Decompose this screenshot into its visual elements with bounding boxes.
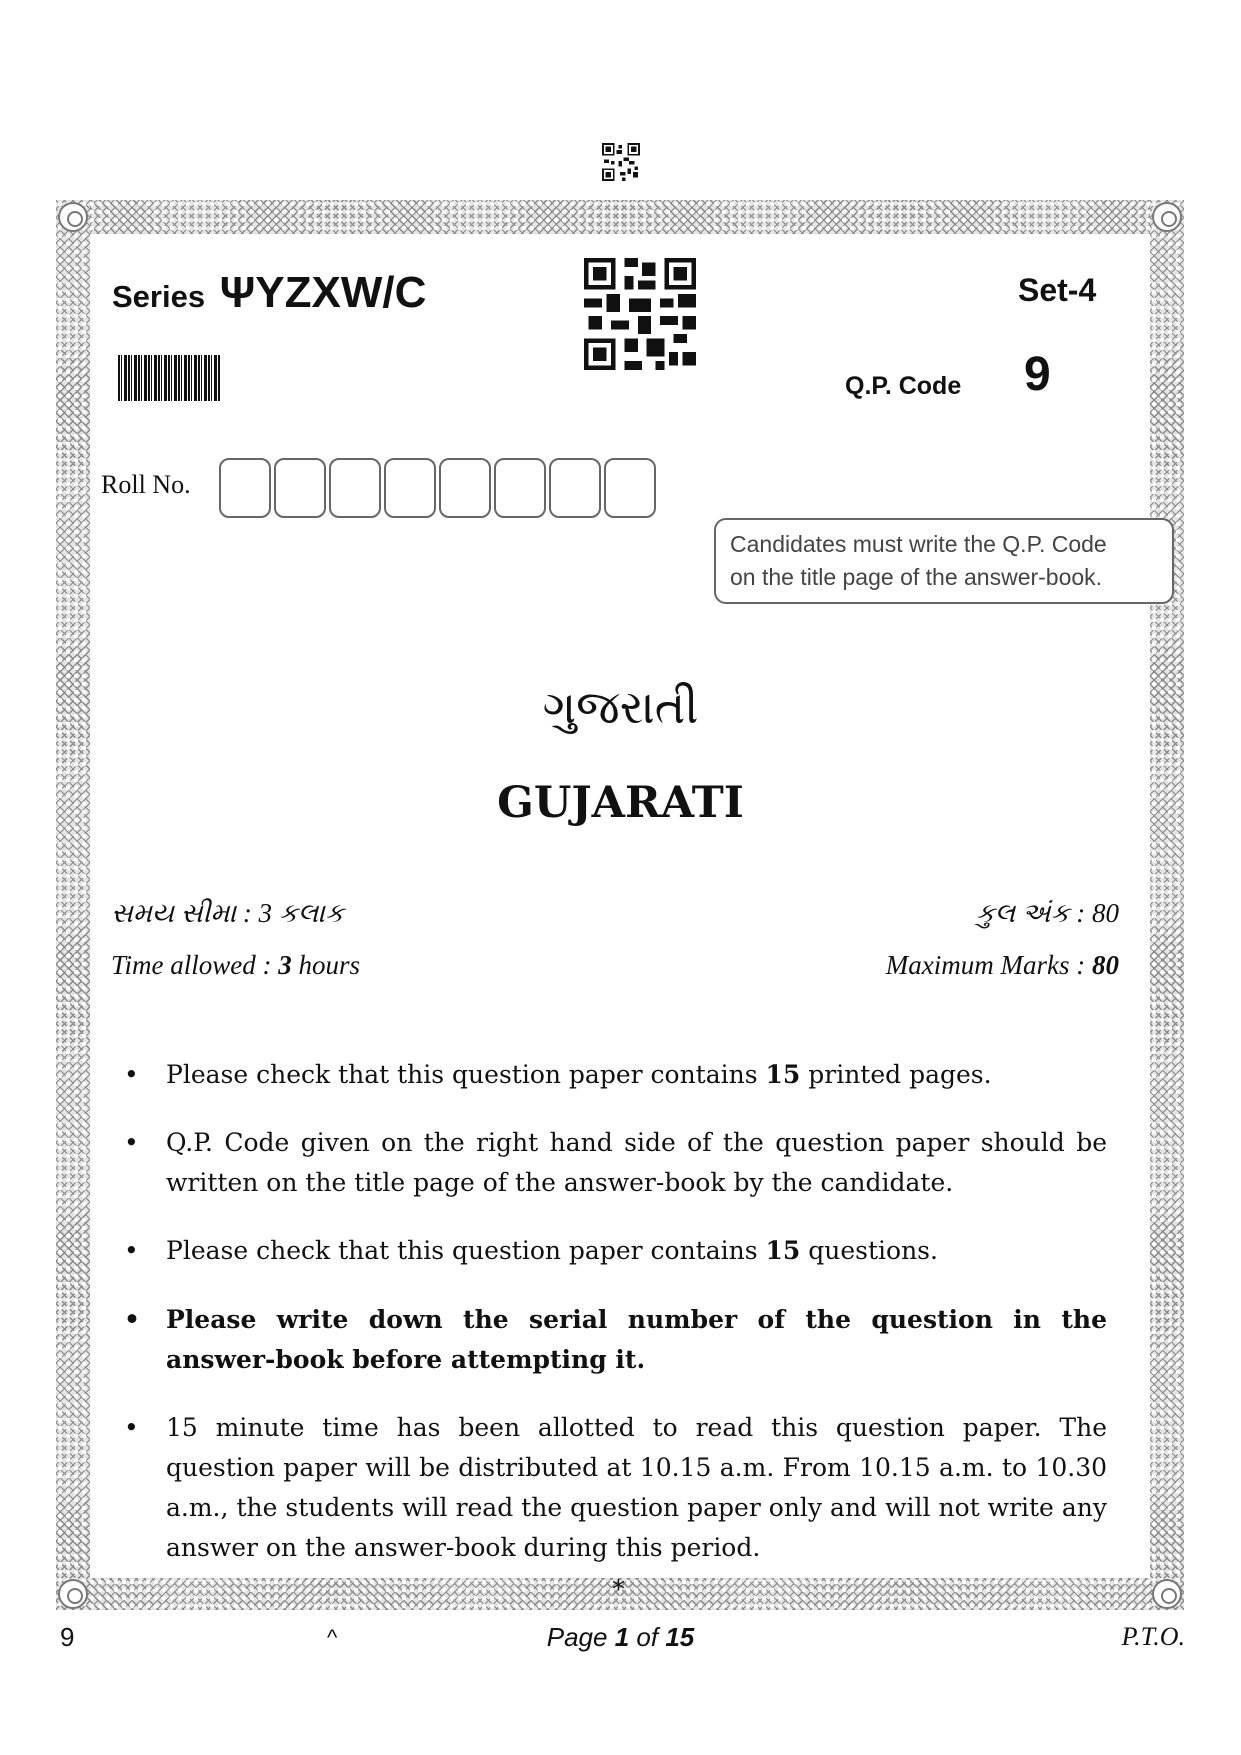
- pto-label: P.T.O.: [1121, 1622, 1185, 1651]
- series-label: Series: [112, 279, 206, 314]
- series-info: [112, 268, 426, 318]
- instruction-item: • 15 minute time has been allotted to read this question paper. The question paper will be distributed at 10.15 a.m. From 10.15 a.m. to 10.30 a.m., the students will read the question paper only and will not write any answer on the answer-book during this period.: [122, 1408, 1107, 1568]
- ornamental-border-left: [56, 200, 90, 1610]
- page-total: 15: [665, 1622, 695, 1652]
- footer-qp-code: 9: [60, 1622, 75, 1652]
- instruction-item: • Q.P. Code given on the right hand side of the question paper should be written on the title page of the answer-book by the candidate.: [122, 1123, 1107, 1203]
- roll-number-box[interactable]: [604, 458, 656, 518]
- qp-code-value: 9: [1024, 348, 1051, 401]
- marks-prefix: Maximum Marks :: [885, 950, 1092, 980]
- instruction-number: 15: [765, 1236, 801, 1265]
- barcode-icon: [118, 355, 220, 401]
- time-prefix: Time allowed :: [111, 950, 279, 980]
- roll-number-label: Roll No.: [101, 470, 191, 499]
- max-marks-gujarati: કુલ અંક : 80: [975, 898, 1119, 928]
- roll-number-box[interactable]: [274, 458, 326, 518]
- page-current: 1: [614, 1622, 630, 1652]
- instruction-item: [122, 1055, 1107, 1095]
- qr-code-large-icon: [584, 258, 696, 370]
- corner-ornament-icon: [58, 202, 88, 232]
- corner-ornament-icon: [1152, 202, 1182, 232]
- roll-number-box[interactable]: [549, 458, 601, 518]
- subject-title-english: GUJARATI: [497, 778, 744, 828]
- instruction-number: 15: [765, 1060, 801, 1089]
- notice-line: on the title page of the answer-book.: [730, 564, 1103, 590]
- instruction-text: Please check that this question paper contains: [166, 1236, 766, 1265]
- instruction-text: printed pages.: [800, 1060, 992, 1089]
- time-value: 3: [278, 950, 292, 980]
- roll-number-box[interactable]: [384, 458, 436, 518]
- ornamental-border-right: [1150, 200, 1184, 1610]
- notice-line: Candidates must write the Q.P. Code: [730, 531, 1107, 557]
- roll-number-box[interactable]: [219, 458, 271, 518]
- set-number: Set-4: [1018, 272, 1097, 308]
- roll-number-box[interactable]: [494, 458, 546, 518]
- qp-code-label: Q.P. Code: [845, 372, 962, 400]
- qp-code-notice: [714, 518, 1174, 604]
- roll-number-box[interactable]: [329, 458, 381, 518]
- roll-number-boxes: [219, 458, 659, 518]
- page-number: [0, 1622, 1241, 1653]
- star-mark: *: [612, 1575, 625, 1605]
- time-allowed-english: [111, 950, 360, 981]
- instructions-list: [122, 1055, 1107, 1596]
- instruction-text: questions.: [800, 1236, 938, 1265]
- instruction-item: [122, 1231, 1107, 1271]
- page-prefix: Page: [546, 1622, 615, 1652]
- subject-title-gujarati: ગુજરાતી: [542, 680, 699, 734]
- roll-number-box[interactable]: [439, 458, 491, 518]
- time-allowed-gujarati: સમય સીમા : 3 કલાક: [111, 898, 344, 928]
- instruction-item: • Please write down the serial number of the question in the answer-book before attempting it.: [122, 1300, 1107, 1380]
- corner-ornament-icon: [58, 1579, 88, 1609]
- ornamental-border-top: [56, 200, 1184, 234]
- time-suffix: hours: [291, 950, 361, 980]
- footer-caret: ^: [327, 1625, 338, 1650]
- series-code: ΨYZXW/C: [219, 268, 427, 317]
- max-marks-english: [886, 950, 1119, 981]
- instruction-text: Please check that this question paper contains: [166, 1060, 766, 1089]
- qr-code-small-icon: [602, 143, 640, 181]
- page-mid: of: [629, 1622, 666, 1652]
- corner-ornament-icon: [1152, 1579, 1182, 1609]
- marks-value: 80: [1092, 950, 1119, 980]
